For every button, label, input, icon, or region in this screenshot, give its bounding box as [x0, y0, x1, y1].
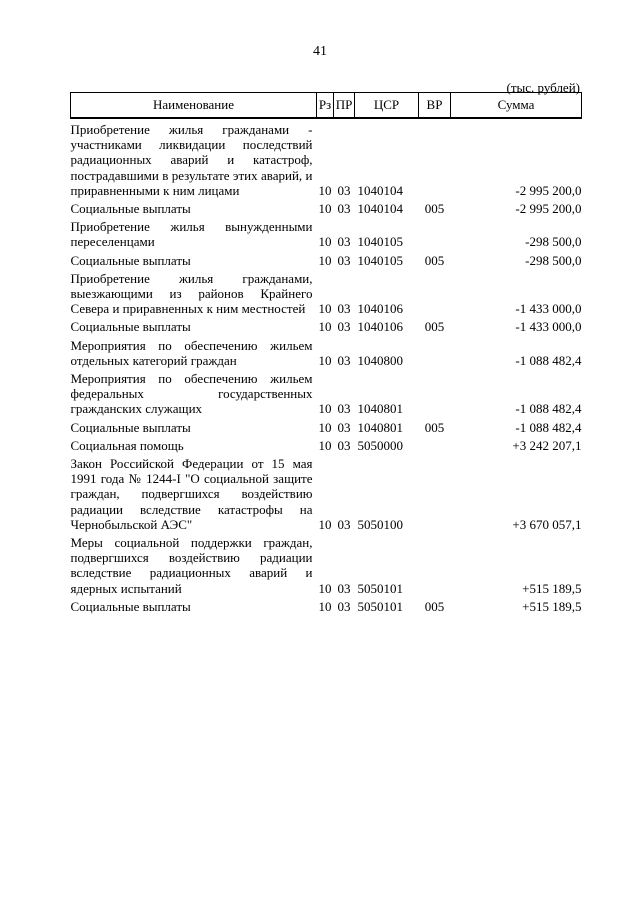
cell-sum: -1 433 000,0 [515, 319, 582, 335]
page-number: 41 [313, 44, 327, 59]
cell-rz: 10 [318, 437, 332, 453]
cell-sum: -1 433 000,0 [515, 301, 582, 317]
table-row [71, 198, 582, 216]
cell-name: Социальные выплаты [70, 419, 191, 435]
cell-sum: -1 088 482,4 [515, 419, 582, 435]
cell-rz: 10 [318, 252, 332, 268]
table-row [71, 118, 582, 198]
table-row [71, 417, 582, 435]
cell-rz: 10 [318, 419, 332, 435]
cell-rz: 10 [318, 319, 332, 335]
cell-name: Приобретение жилья гражданами - участниками ликвидации последствий радиационных аварий и катастроф, пострадавшими в результате этих аварий, и приравненными к ним лицами [70, 122, 313, 198]
cell-pr: 03 [337, 516, 351, 532]
cell-rz: 10 [318, 580, 332, 596]
table-row [71, 532, 582, 596]
table-row [71, 335, 582, 368]
cell-pr: 03 [337, 301, 351, 317]
cell-vr: 005 [424, 201, 445, 217]
cell-csr: 5050000 [357, 437, 403, 453]
cell-csr: 1040106 [357, 301, 403, 317]
cell-vr: 005 [424, 252, 445, 268]
cell-rz: 10 [318, 352, 332, 368]
budget-table [70, 92, 582, 614]
cell-vr [419, 453, 451, 532]
cell-rz: 10 [318, 234, 332, 250]
column-header-rz: Рз [317, 93, 334, 119]
cell-name: Мероприятия по обеспечению жильем отдельных категорий граждан [70, 337, 313, 368]
cell-vr [419, 435, 451, 453]
cell-sum: -298 500,0 [525, 234, 582, 250]
cell-sum: +515 189,5 [522, 580, 582, 596]
cell-rz: 10 [318, 182, 332, 198]
cell-sum: +3 670 057,1 [512, 516, 582, 532]
table-body [71, 118, 582, 614]
cell-pr: 03 [337, 252, 351, 268]
table-row [71, 453, 582, 532]
cell-sum: -2 995 200,0 [515, 182, 582, 198]
cell-csr: 5050100 [357, 516, 403, 532]
cell-sum: -1 088 482,4 [515, 352, 582, 368]
cell-vr [419, 368, 451, 417]
table-row [71, 435, 582, 453]
cell-name: Мероприятия по обеспечению жильем федеральных государственных гражданских служащих [70, 371, 313, 417]
cell-name: Социальные выплаты [70, 201, 191, 217]
cell-name: Социальные выплаты [70, 598, 191, 614]
cell-vr: 005 [424, 319, 445, 335]
cell-csr: 1040801 [357, 419, 403, 435]
cell-sum: +515 189,5 [522, 598, 582, 614]
column-header-pr: ПР [334, 93, 355, 119]
cell-name: Меры социальной поддержки граждан, подвергшихся воздействию радиации вследствие радиационных аварий и ядерных испытаний [70, 535, 313, 596]
cell-pr: 03 [337, 182, 351, 198]
cell-vr [419, 532, 451, 596]
cell-name: Социальная помощь [70, 437, 184, 453]
table-row [71, 596, 582, 614]
cell-pr: 03 [337, 201, 351, 217]
cell-vr [419, 335, 451, 368]
cell-csr: 1040801 [357, 401, 403, 417]
cell-pr: 03 [337, 437, 351, 453]
cell-csr: 1040105 [357, 252, 403, 268]
cell-rz: 10 [318, 201, 332, 217]
cell-csr: 1040104 [357, 201, 403, 217]
cell-rz: 10 [318, 516, 332, 532]
table-header-row [71, 93, 582, 119]
cell-name: Социальные выплаты [70, 319, 191, 335]
cell-sum: -298 500,0 [525, 252, 582, 268]
cell-pr: 03 [337, 352, 351, 368]
column-header-vr: ВР [419, 93, 451, 119]
cell-sum: -1 088 482,4 [515, 401, 582, 417]
cell-name: Социальные выплаты [70, 252, 191, 268]
cell-vr [419, 118, 451, 198]
cell-sum: -2 995 200,0 [515, 201, 582, 217]
cell-csr: 5050101 [357, 580, 403, 596]
cell-csr: 1040106 [357, 319, 403, 335]
cell-csr: 1040800 [357, 352, 403, 368]
cell-sum: +3 242 207,1 [512, 437, 582, 453]
cell-rz: 10 [318, 598, 332, 614]
table-row [71, 216, 582, 249]
units-label: (тыс. рублей) [506, 80, 580, 95]
cell-pr: 03 [337, 419, 351, 435]
cell-csr: 1040105 [357, 234, 403, 250]
cell-name: Закон Российской Федерации от 15 мая 1991 года № 1244-I "О социальной защите граждан, подвергшихся воздействию радиации вследствие катастрофы на Чернобыльской АЭС" [70, 456, 313, 532]
cell-pr: 03 [337, 580, 351, 596]
cell-name: Приобретение жилья вынужденными переселенцами [70, 219, 313, 250]
table-row [71, 250, 582, 268]
table-row [71, 268, 582, 317]
cell-vr: 005 [424, 419, 445, 435]
cell-vr [419, 268, 451, 317]
column-header-csr: ЦСР [355, 93, 419, 119]
cell-pr: 03 [337, 234, 351, 250]
cell-pr: 03 [337, 598, 351, 614]
cell-pr: 03 [337, 401, 351, 417]
cell-pr: 03 [337, 319, 351, 335]
cell-vr [419, 216, 451, 249]
cell-rz: 10 [318, 301, 332, 317]
table-row [71, 316, 582, 334]
cell-csr: 1040104 [357, 182, 403, 198]
column-header-sum: Сумма [451, 93, 582, 119]
column-header-name: Наименование [71, 93, 317, 119]
cell-rz: 10 [318, 401, 332, 417]
cell-csr: 5050101 [357, 598, 403, 614]
cell-vr: 005 [424, 598, 445, 614]
table-row [71, 368, 582, 417]
cell-name: Приобретение жилья гражданами, выезжающими из районов Крайнего Севера и приравненных к ним местностей [70, 270, 313, 317]
